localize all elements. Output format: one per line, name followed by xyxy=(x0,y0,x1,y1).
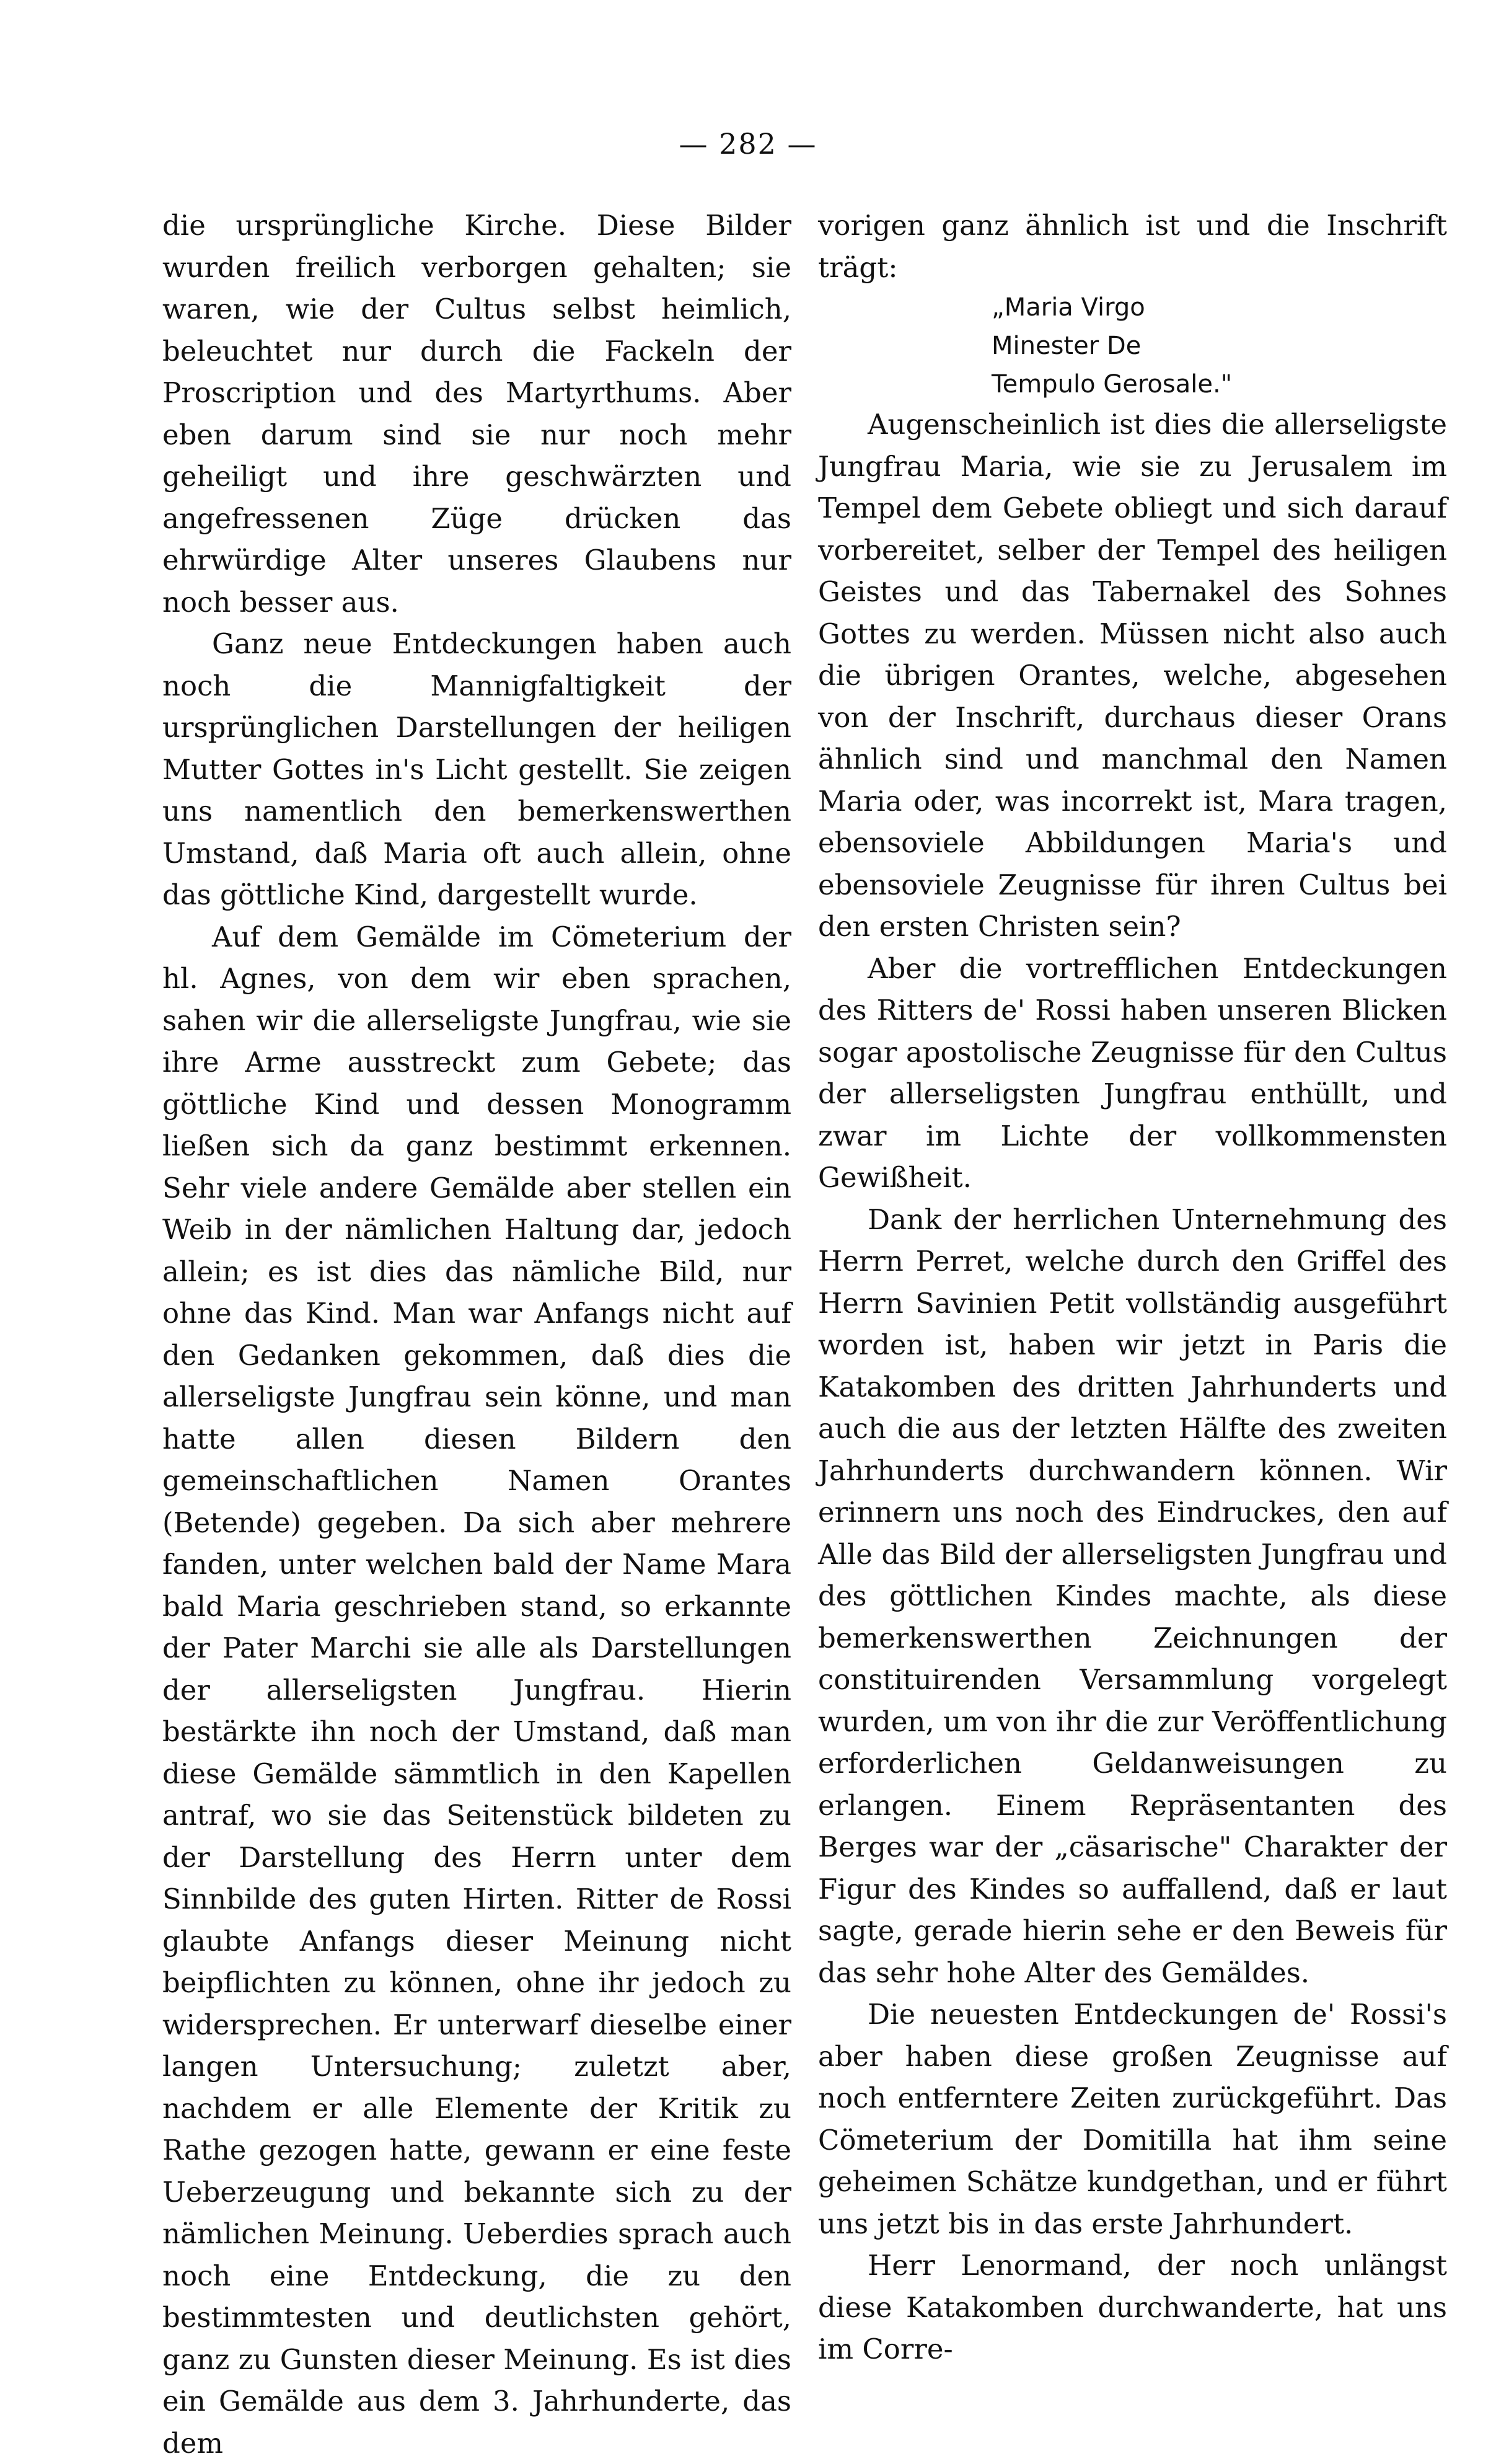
left-paragraph-1: die ursprüngliche Kirche. Diese Bilder wurden freilich verborgen gehalten; sie waren, wie der Cultus selbst heimlich, beleuchtet nur durch die Fackeln der Proscription und des Martyrthums. Aber eben darum sind sie nur noch mehr geheiligt und ihre geschwärzten und angefressenen Züge drücken das ehrwürdige Alter unseres Glaubens nur noch besser aus. xyxy=(162,205,791,623)
right-paragraph-3: Dank der herrlichen Unternehmung des Herrn Perret, welche durch den Griffel des Herrn Savinien Petit vollständig ausgeführt worden ist, haben wir jetzt in Paris die Katakomben des dritten Jahrhunderts und auch die aus der letzten Hälfte des zweiten Jahrhunderts durchwandern können. Wir erinnern uns noch des Eindruckes, den auf Alle das Bild der allerseligsten Jungfrau und des göttlichen Kindes machte, als diese bemerkenswerthen Zeichnungen der constituirenden Versammlung vorgelegt wurden, um von ihr die zur Veröffentlichung erforderlichen Geldanweisungen zu erlangen. Einem Repräsentanten des Berges war der „cäsarische" Charakter der Figur des Kindes so auffallend, daß er laut sagte, gerade hierin sehe er den Beweis für das sehr hohe Alter des Gemäldes. xyxy=(818,1199,1447,1994)
left-column xyxy=(162,205,791,2464)
right-paragraph-1: Augenscheinlich ist dies die allerseligste Jungfrau Maria, wie sie zu Jerusalem im Tempel dem Gebete obliegt und sich darauf vorbereitet, selber der Tempel des heiligen Geistes und das Tabernakel des Sohnes Gottes zu werden. Müssen nicht also auch die übrigen Orantes, welche, abgesehen von der Inschrift, durchaus dieser Orans ähnlich sind und manchmal den Namen Maria oder, was incorrekt ist, Mara tragen, ebensoviele Abbildungen Maria's und ebensoviele Zeugnisse für ihren Cultus bei den ersten Christen sein? xyxy=(818,404,1447,948)
right-column xyxy=(818,205,1447,2370)
right-paragraph-2: Aber die vortrefflichen Entdeckungen des Ritters de' Rossi haben unseren Blicken sogar apostolische Zeugnisse für den Cultus der allerseligsten Jungfrau enthüllt, und zwar im Lichte der vollkommensten Gewißheit. xyxy=(818,948,1447,1199)
left-paragraph-3: Auf dem Gemälde im Cömeterium der hl. Agnes, von dem wir eben sprachen, sahen wir die allerseligste Jungfrau, wie sie ihre Arme ausstreckt zum Gebete; das göttliche Kind und dessen Monogramm ließen sich da ganz bestimmt erkennen. Sehr viele andere Gemälde aber stellen ein Weib in der nämlichen Haltung dar, jedoch allein; es ist dies das nämliche Bild, nur ohne das Kind. Man war Anfangs nicht auf den Gedanken gekommen, daß dies die allerseligste Jungfrau sein könne, und man hatte allen diesen Bildern den gemeinschaftlichen Namen Orantes (Betende) gegeben. Da sich aber mehrere fanden, unter welchen bald der Name Mara bald Maria geschrieben stand, so erkannte der Pater Marchi sie alle als Darstellungen der allerseligsten Jungfrau. Hierin bestärkte ihn noch der Umstand, daß man diese Gemälde sämmtlich in den Kapellen antraf, wo sie das Seitenstück bildeten zu der Darstellung des Herrn unter dem Sinnbilde des guten Hirten. Ritter de Rossi glaubte Anfangs dieser Meinung nicht beipflichten zu können, ohne ihr jedoch zu widersprechen. Er unterwarf dieselbe einer langen Untersuchung; zuletzt aber, nachdem er alle Elemente der Kritik zu Rathe gezogen hatte, gewann er eine feste Ueberzeugung und bekannte sich zu der nämlichen Meinung. Ueberdies sprach auch noch eine Entdeckung, die zu den bestimmtesten und deutlichsten gehört, ganz zu Gunsten dieser Meinung. Es ist dies ein Gemälde aus dem 3. Jahrhunderte, das dem xyxy=(162,916,791,2464)
left-paragraph-2: Ganz neue Entdeckungen haben auch noch die Mannigfaltigkeit der ursprünglichen Darstellungen der heiligen Mutter Gottes in's Licht gestellt. Sie zeigen uns namentlich den bemerkenswerthen Umstand, daß Maria oft auch allein, ohne das göttliche Kind, dargestellt wurde. xyxy=(162,623,791,916)
right-intro-text: vorigen ganz ähnlich ist und die Inschrift trägt: xyxy=(818,205,1447,288)
right-paragraph-4: Die neuesten Entdeckungen de' Rossi's aber haben diese großen Zeugnisse auf noch entferntere Zeiten zurückgeführt. Das Cömeterium der Domitilla hat ihm seine geheimen Schätze kundgethan, und er führt uns jetzt bis in das erste Jahrhundert. xyxy=(818,1994,1447,2245)
inscription-block xyxy=(992,288,1447,404)
right-paragraph-5: Herr Lenormand, der noch unlängst diese Katakomben durchwanderte, hat uns im Corre- xyxy=(818,2245,1447,2370)
inscription-line-2: Minester De xyxy=(992,327,1447,365)
inscription-line-1: „Maria Virgo xyxy=(992,288,1447,327)
page-number: — 282 — xyxy=(0,127,1496,161)
inscription-line-3: Tempulo Gerosale." xyxy=(992,365,1447,404)
